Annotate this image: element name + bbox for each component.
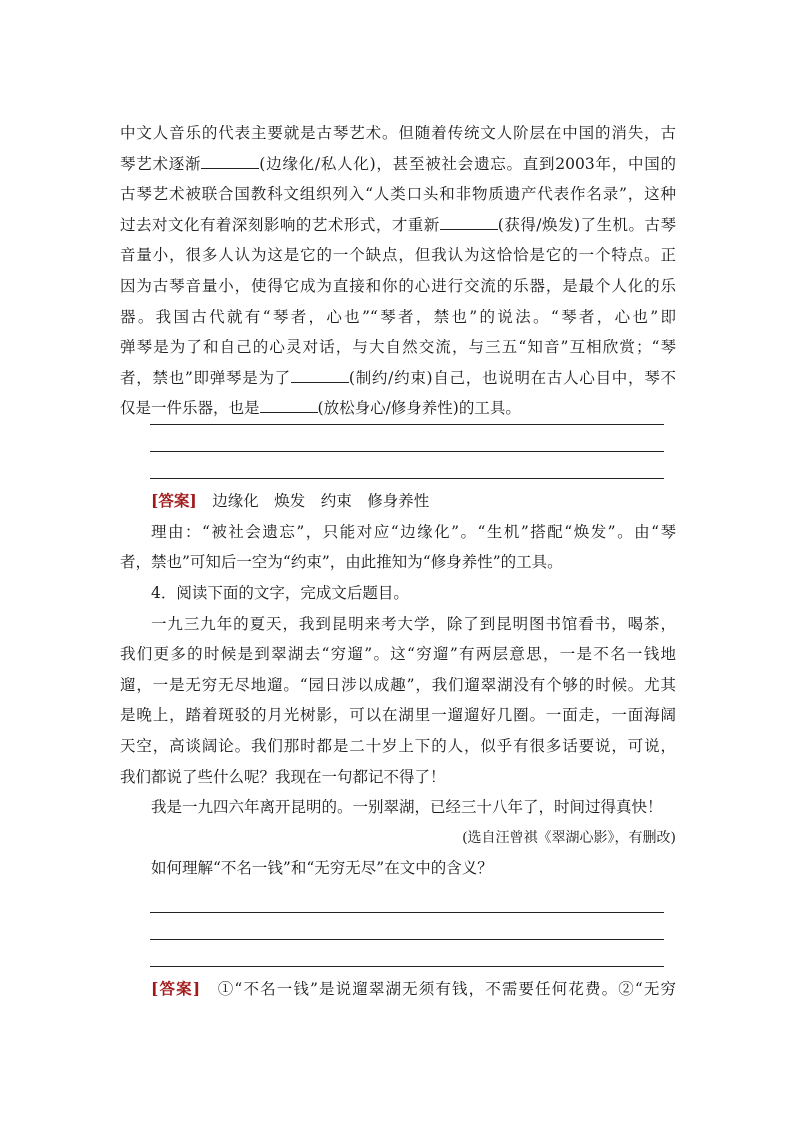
fill-blank[interactable] [201,154,259,169]
answer-line-text: [答案] ①“不名一钱”是说遛翠湖无须有钱，不需要任何花费。②“无穷 [151,979,676,998]
answer-tag: [答案] [151,979,201,998]
passage-line: 因为古琴音量小，使得它成为直接和你的心进行交流的乐器，是最个人化的乐 [120,276,676,295]
passage-source: (选自汪曾祺《翠湖心影》，有删改) [462,829,676,846]
answer-line[interactable] [150,939,664,940]
answer-reason: 理由：“被社会遗忘”，只能对应“边缘化”。“生机”搭配“焕发”。由“琴 [151,522,676,541]
passage-line: 遛，一是无穷无尽地遛。“园日涉以成趣”，我们遛翠湖没有个够的时候。尤其 [120,675,676,694]
fill-blank[interactable] [260,398,318,413]
passage-line: 弹琴是为了和自己的心灵对话，与大自然交流，与三五“知音”互相欣赏；“琴 [120,338,676,357]
passage-line: 仅是一件乐器，也是 (放松身心/修身养性)的工具。 [120,399,521,418]
answer-tag: [答案] [151,491,197,510]
answer-4 [120,974,676,1005]
fill-blank[interactable] [291,368,349,383]
answer-3 [120,486,676,578]
question-heading: 4．阅读下面的文字，完成文后题目。 [151,584,409,602]
answer-line[interactable] [150,912,664,913]
passage-3 [120,118,676,424]
question-4 [120,578,676,884]
passage-line: 古琴艺术被联合国教科文组织列入“人类口头和非物质遗产代表作名录”，这种 [120,185,676,204]
passage-line: 一九三九年的夏天，我到昆明来考大学，除了到昆明图书馆看书，喝茶， [151,614,676,633]
passage-line: 音量小，很多人认为这是它的一个缺点，但我认为这恰恰是它的一个特点。正 [120,246,676,265]
passage-closing: 我是一九四六年离开昆明的。一别翠湖，已经三十八年了，时间过得真快！ [151,798,663,817]
passage-line: 过去对文化有着深刻影响的艺术形式，才重新 (获得/焕发)了生机。古琴 [120,215,676,234]
passage-line: 天空，高谈阔论。我们那时都是二十岁上下的人，似乎有很多话要说，可说， [120,736,676,755]
answer-line[interactable] [150,451,664,452]
answer-line[interactable] [150,966,664,967]
passage-line: 中文人音乐的代表主要就是古琴艺术。但随着传统文人阶层在中国的消失，古 [120,124,676,142]
passage-line: 琴艺术逐渐 (边缘化/私人化)，甚至被社会遗忘。直到2003年，中国的 [120,154,676,173]
passage-line: 我们更多的时候是到翠湖去“穷遛”。这“穷遛”有两层意思，一是不名一钱地 [120,645,676,664]
answer-line-text: [答案] 边缘化 焕发 约束 修身养性 [151,491,430,510]
passage-line: 是晚上，踏着斑驳的月光树影，可以在湖里一遛遛好几圈。一面走，一面海阔 [120,706,676,725]
answer-reason: 者，禁也”可知后一空为“约束”，由此推知为“修身养性”的工具。 [120,553,563,572]
passage-line: 我们都说了些什么呢？我现在一句都记不得了！ [120,767,446,786]
passage-line: 者，禁也”即弹琴是为了 (制约/约束)自己，也说明在古人心目中，琴不 [120,368,676,387]
question-prompt: 如何理解“不名一钱”和“无穷无尽”在文中的含义？ [151,859,493,878]
answer-line[interactable] [150,424,664,425]
answer-line[interactable] [150,478,664,479]
fill-blank[interactable] [440,215,498,230]
passage-line: 器。我国古代就有“琴者，心也”“琴者，禁也”的说法。“琴者，心也”即 [120,307,676,326]
